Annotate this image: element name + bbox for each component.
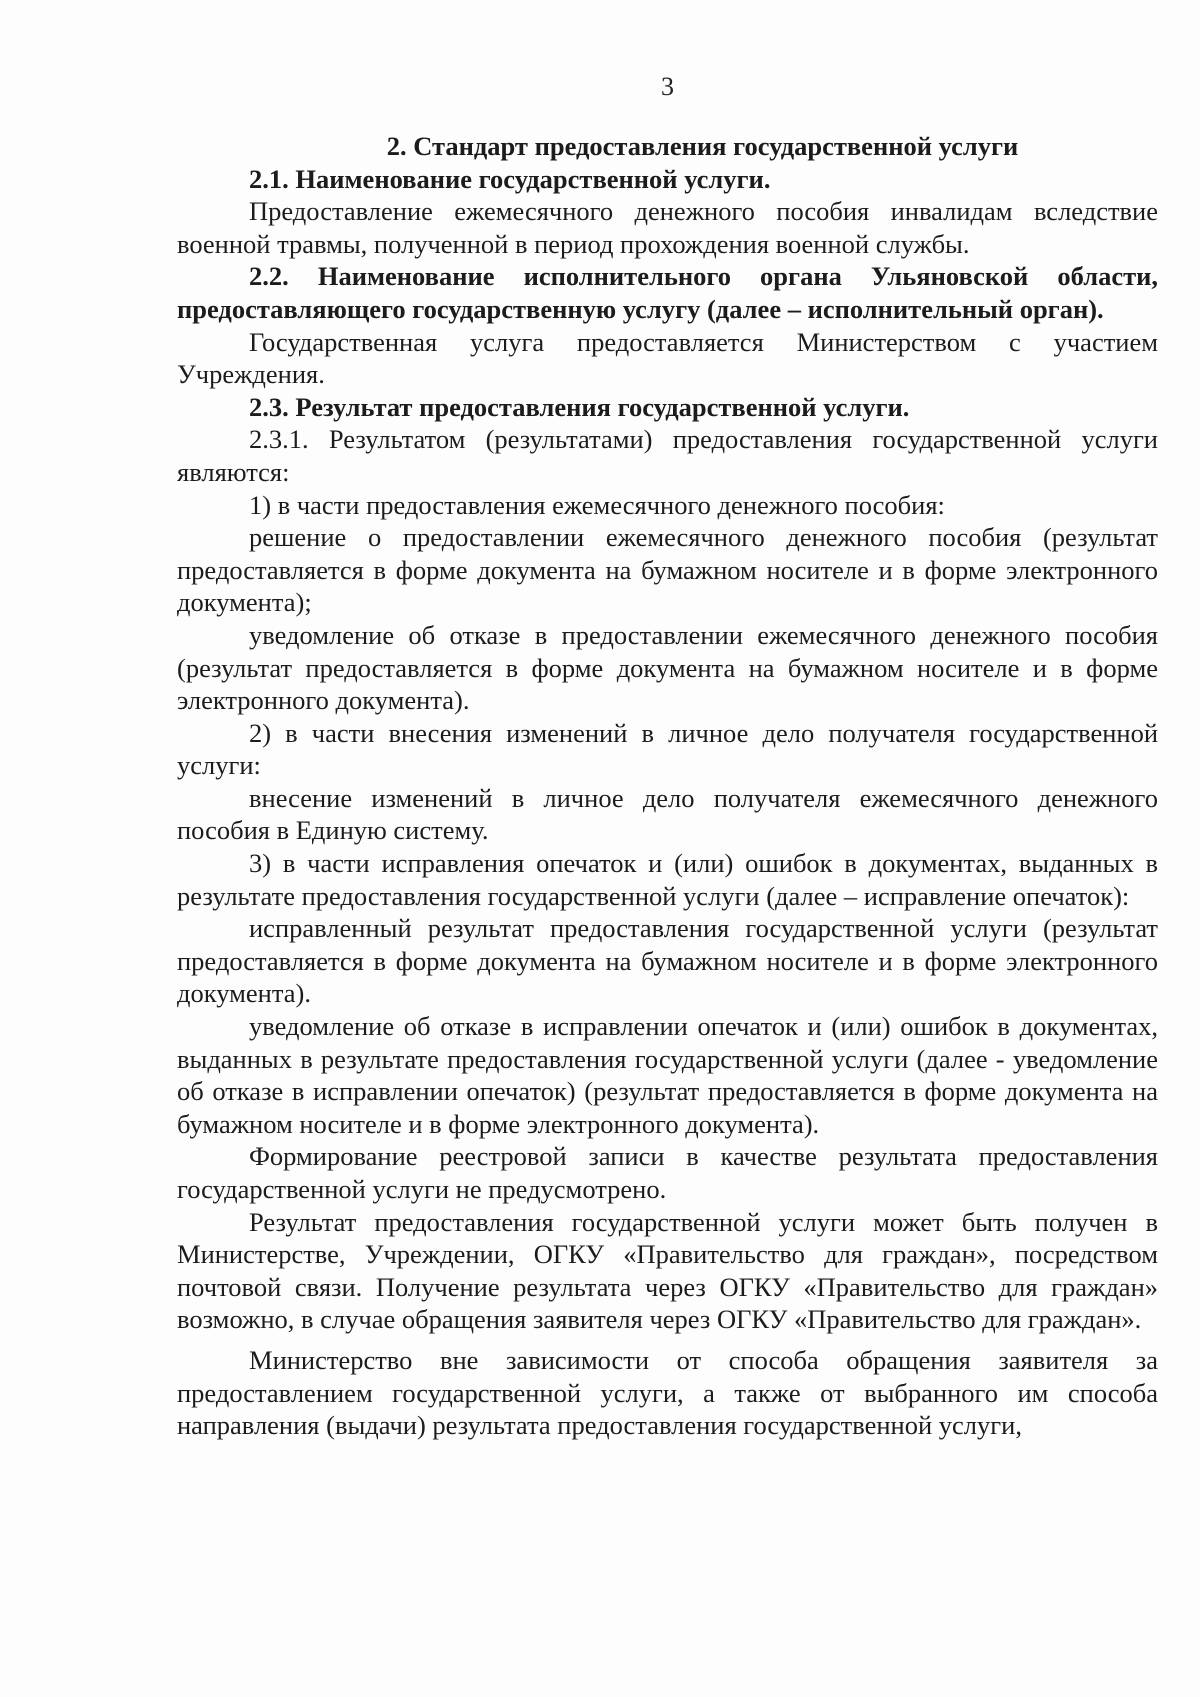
- paragraph-item-1: 1) в части предоставления ежемесячного денежного пособия:: [249, 489, 945, 520]
- paragraph-2-1: 2.1. Наименование государственной услуги.: [249, 163, 771, 194]
- paragraph-2-2: 2.2. Наименование исполнительного органа Ульяновской области, предоставляющего государственную услугу (далее – исполнительный орган).: [177, 261, 1158, 324]
- paragraph-correction-refusal: уведомление об отказе в исправлении опечаток и (или) ошибок в документах, выданных в результате предоставления государственной услуги (далее - уведомление об отказе в исправлении опечаток) (результат предоставляется в форме документа на бумажном носителе и в форме электронного документа).: [177, 1011, 1158, 1139]
- paragraph-2-3: 2.3. Результат предоставления государственной услуги.: [249, 391, 910, 422]
- paragraph-2-3-1: 2.3.1. Результатом (результатами) предоставления государственной услуги являются:: [177, 424, 1158, 487]
- paragraph-registry-record: Формирование реестровой записи в качестве результата предоставления государственной услуги не предусмотрено.: [177, 1141, 1158, 1204]
- paragraph-provider: Государственная услуга предоставляется Министерством с участием Учреждения.: [177, 326, 1158, 390]
- paragraph-refusal-notice: уведомление об отказе в предоставлении ежемесячного денежного пособия (результат предоставляется в форме документа на бумажном носителе и в форме электронного документа).: [177, 619, 1158, 716]
- document-body: [177, 130, 1158, 1442]
- paragraph-item-3: 3) в части исправления опечаток и (или) ошибок в документах, выданных в результате предоставления государственной услуги (далее – исправление опечаток):: [177, 848, 1158, 911]
- paragraph-ministry: Министерство вне зависимости от способа обращения заявителя за предоставлением государственной услуги, а также от выбранного им способа направления (выдачи) результата предоставления государственной услуги,: [177, 1344, 1158, 1441]
- paragraph-corrected-result: исправленный результат предоставления государственной услуги (результат предоставляется в форме документа на бумажном носителе и в форме электронного документа).: [177, 913, 1158, 1009]
- paragraph-item-2: 2) в части внесения изменений в личное дело получателя государственной услуги:: [177, 717, 1158, 781]
- section-title: 2. Стандарт предоставления государственной услуги: [386, 131, 1019, 161]
- paragraph-decision: решение о предоставлении ежемесячного денежного пособия (результат предоставляется в форме документа на бумажном носителе и в форме электронного документа);: [177, 522, 1158, 618]
- paragraph-result-delivery: Результат предоставления государственной услуги может быть получен в Министерстве, Учреждении, ОГКУ «Правительство для граждан», посредством почтовой связи. Получение результата через ОГКУ «Правительство для граждан» возможно, в случае обращения заявителя через ОГКУ «Правительство для граждан».: [177, 1206, 1158, 1335]
- paragraph-changes: внесение изменений в личное дело получателя ежемесячного денежного пособия в Единую систему.: [177, 782, 1158, 846]
- page-number: 3: [661, 72, 674, 101]
- paragraph-service-name: Предоставление ежемесячного денежного пособия инвалидам вследствие военной травмы, полученной в период прохождения военной службы.: [177, 196, 1158, 259]
